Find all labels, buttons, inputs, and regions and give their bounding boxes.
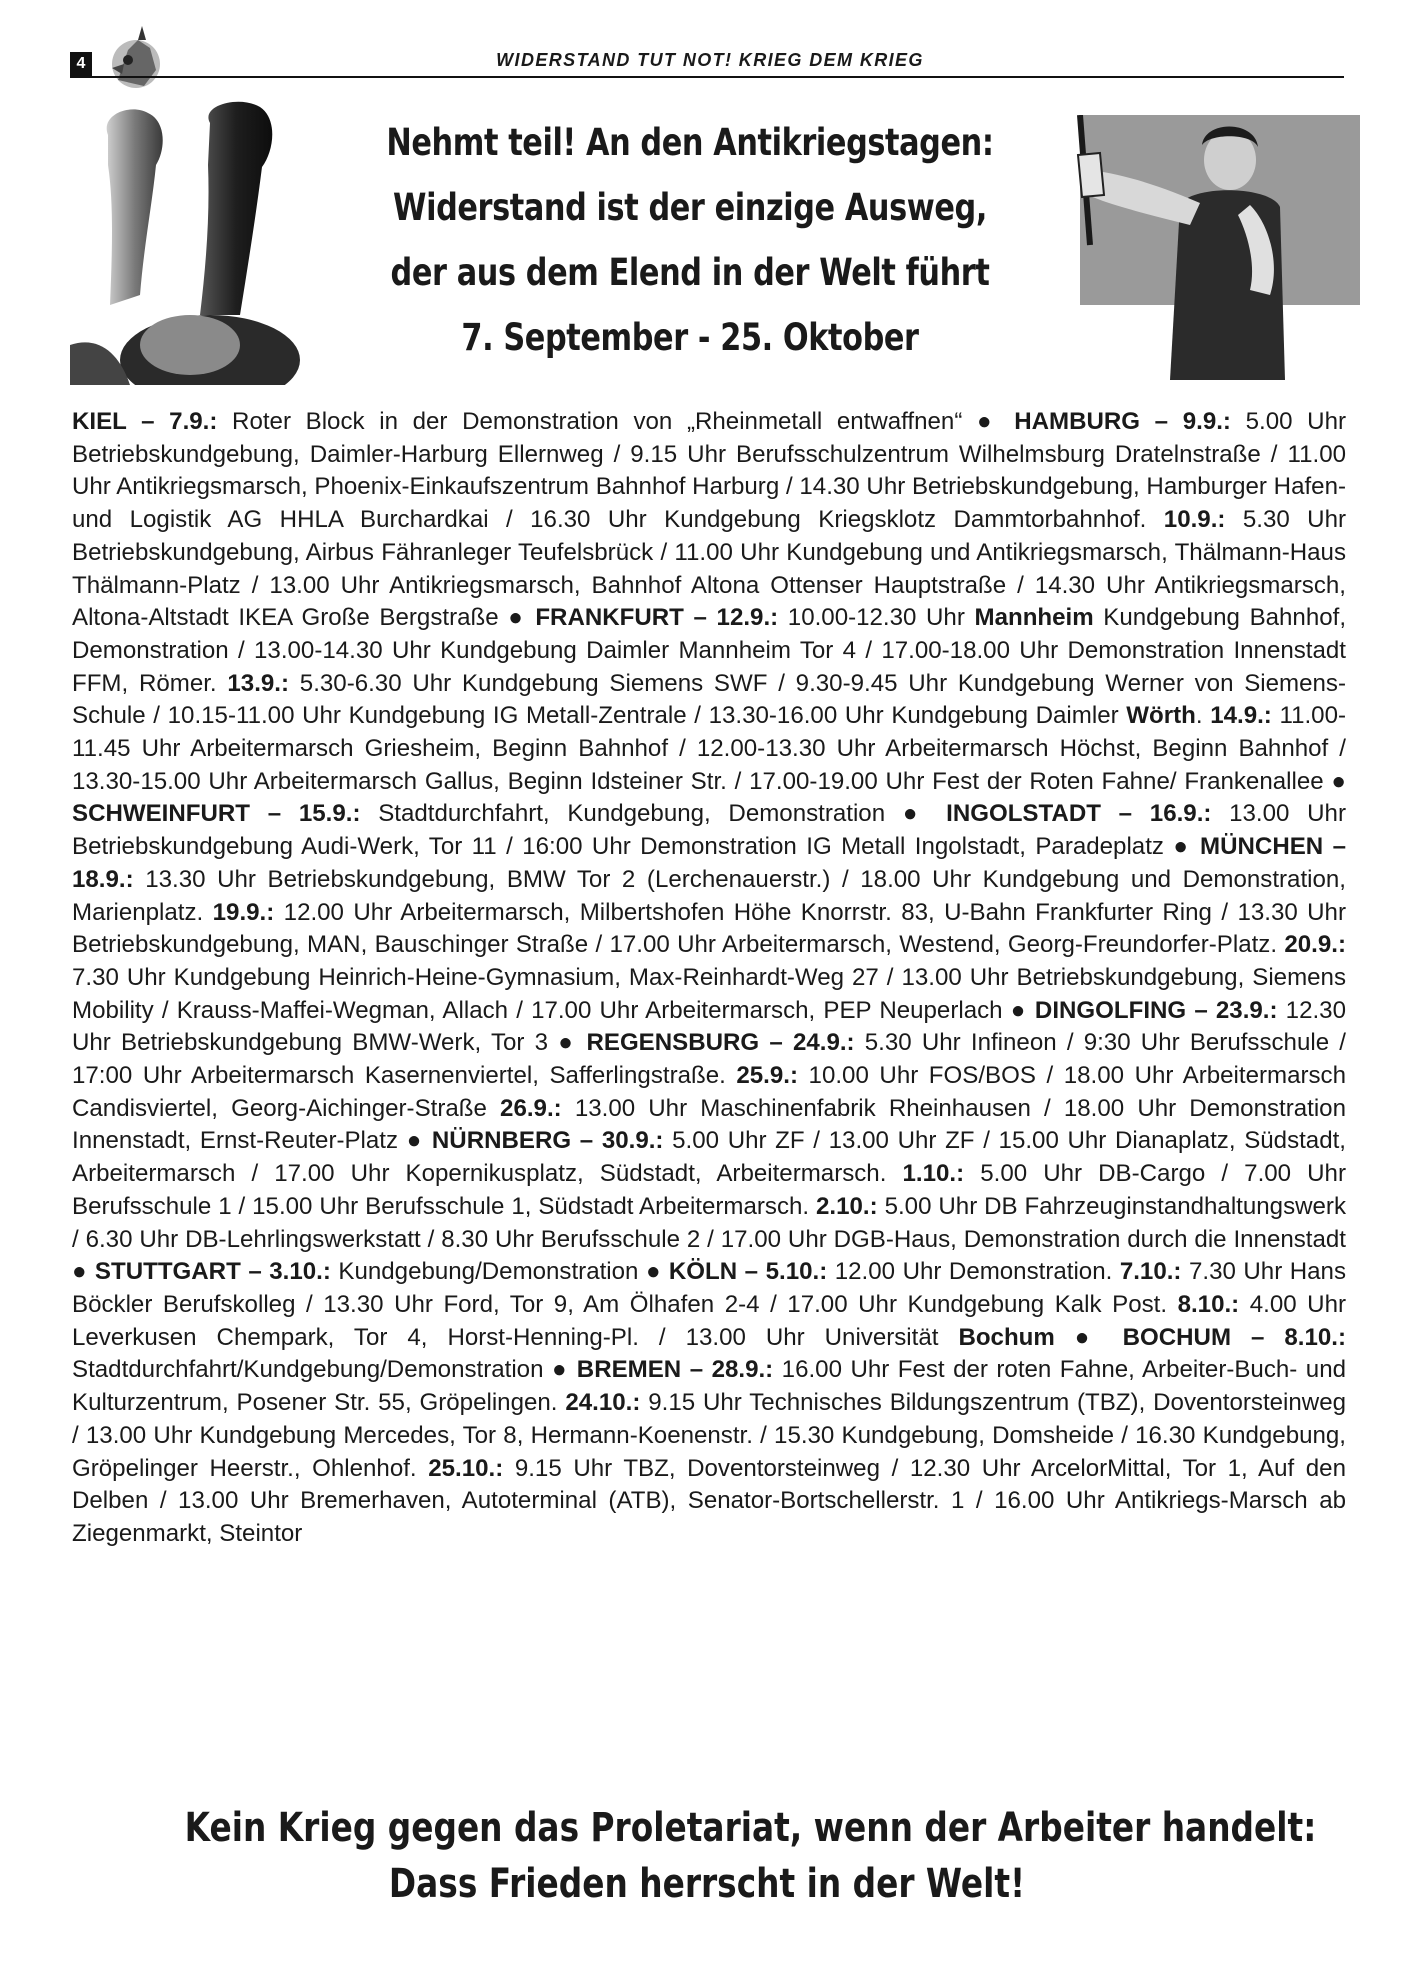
body-segment: 5.00 Uhr DB Fahrzeuginstandhaltungswerk / 6.30 Uhr DB-Lehrlingswerkstatt / 8.30 Uhr Berufsschule 2 / 17.00 Uhr DGB-Haus, Demonstration durch die Innenstadt ●	[72, 1192, 1346, 1286]
city-frankfurt: FRANKFURT – 12.9.:	[535, 604, 779, 632]
headline-line-4: 7. September - 25. Oktober	[461, 316, 919, 359]
body-segment: 10.00 Uhr FOS/BOS / 18.00 Uhr Arbeitermarsch Candisviertel, Georg-Aichinger-Straße	[72, 1062, 1346, 1122]
date-label: 10.9.:	[1163, 506, 1226, 534]
header-divider	[70, 76, 1344, 78]
place-bochum: Bochum	[958, 1323, 1055, 1351]
body-segment: 12.30 Uhr Betriebskundgebung BMW-Werk, Tor 3 ●	[72, 996, 1346, 1057]
city-stuttgart: STUTTGART – 3.10.:	[94, 1258, 331, 1286]
body-segment: 7.30 Uhr Kundgebung Heinrich-Heine-Gymnasium, Max-Reinhardt-Weg 27 / 13.00 Uhr Betriebskundgebung, Siemens Mobility / Krauss-Maffei-Wegman, Allach / 17.00 Uhr Arbeitermarsch, PEP Neuperlach ●	[72, 963, 1346, 1024]
slogan-line-2: Dass Frieden herrscht in der Welt!	[388, 1861, 1026, 1907]
city-kiel: KIEL – 7.9.:	[72, 408, 218, 435]
body-segment: Kundgebung Bahnhof, Demonstration / 13.00-14.30 Uhr Kundgebung Daimler Mannheim Tor 4 / 17.00-18.00 Uhr Demonstration Innenstadt FFM, Römer.	[72, 604, 1347, 697]
body-segment: 13.30 Uhr Betriebskundgebung, BMW Tor 2 (Lerchenauerstr.) / 18.00 Uhr Kundgebung und Demonstration, Marienplatz.	[72, 865, 1346, 926]
place-woerth: Wörth	[1126, 702, 1196, 730]
closing-slogan	[184, 1800, 1317, 1912]
body-segment: 7.30 Uhr Hans Böckler Berufskolleg / 13.30 Uhr Ford, Tor 9, Am Ölhafen 2-4 / 17.00 Uhr Kundgebung Kalk Post.	[72, 1258, 1346, 1318]
body-segment: 16.00 Uhr Fest der roten Fahne, Arbeiter-Buch- und Kulturzentrum, Posener Str. 55, Gröpelingen.	[72, 1356, 1346, 1417]
date-label: 14.9.:	[1210, 702, 1272, 730]
city-hamburg: HAMBURG – 9.9.:	[1014, 408, 1231, 435]
body-segment: 12.00 Uhr Arbeitermarsch, Milbertshofen Höhe Knorrstr. 83, U-Bahn Frankfurter Ring / 13.30 Uhr Betriebskundgebung, MAN, Bauschinger Straße / 17.00 Uhr Arbeitermarsch, Westend, Georg-Freundorfer-Platz.	[72, 898, 1346, 959]
city-ingolstadt: INGOLSTADT – 16.9.:	[946, 800, 1212, 828]
body-segment: 5.00 Uhr ZF / 13.00 Uhr ZF / 15.00 Uhr Dianaplatz, Südstadt, Arbeitermarsch / 17.00 Uhr Kopernikusplatz, Südstadt, Arbeitermarsch.	[72, 1127, 1346, 1188]
city-koeln: KÖLN – 5.10.:	[668, 1258, 828, 1286]
date-label: 25.10.:	[428, 1454, 504, 1482]
body-segment: 5.30 Uhr Betriebskundgebung, Airbus Fähranleger Teufelsbrück / 11.00 Uhr Kundgebung und Antikriegsmarsch, Thälmann-Haus Thälmann-Platz / 13.00 Uhr Antikriegsmarsch, Bahnhof Altona Ottenser Hauptstraße / 14.30 Uhr Antikriegsmarsch, Altona-Altstadt IKEA Große Bergstraße ●	[72, 506, 1347, 632]
body-segment: 5.30 Uhr Infineon / 9:30 Uhr Berufsschule / 17:00 Uhr Arbeitermarsch Kasernenviertel, Safferlingstraße.	[72, 1029, 1346, 1090]
body-segment: 10.00-12.30 Uhr	[778, 604, 975, 632]
date-label: 20.9.:	[1284, 931, 1346, 959]
city-muenchen: MÜNCHEN – 18.9.:	[72, 833, 1346, 893]
body-segment: 9.15 Uhr Technisches Bildungszentrum (TBZ), Doventorsteinweg / 13.00 Uhr Kundgebung Mercedes, Tor 8, Hermann-Koenenstr. / 15.30 Kundgebung, Domsheide / 16.30 Kundgebung, Gröpelinger Heerstr., Ohlenhof.	[72, 1389, 1346, 1482]
body-segment: 9.15 Uhr TBZ, Doventorsteinweg / 12.30 Uhr ArcelorMittal, Tor 1, Auf den Delben / 13.00 Uhr Bremerhaven, Autoterminal (ATB), Senator-Bortschellerstr. 1 / 16.00 Uhr Antikriegs-Marsch ab Ziegenmarkt, Steintor	[72, 1454, 1346, 1547]
date-label: 7.10.:	[1119, 1258, 1182, 1286]
date-label: 13.9.:	[227, 669, 290, 697]
headline-line-2: Widerstand ist der einzige Ausweg,	[393, 186, 987, 229]
city-bochum: BOCHUM – 8.10.:	[1122, 1323, 1346, 1351]
city-bremen: BREMEN – 28.9.:	[576, 1356, 774, 1384]
city-dingolfing: DINGOLFING – 23.9.:	[1034, 996, 1278, 1024]
body-segment: 5.30-6.30 Uhr Kundgebung Siemens SWF / 9.30-9.45 Uhr Kundgebung Werner von Siemens-Schule / 10.15-11.00 Uhr Kundgebung IG Metall-Zentrale / 13.30-16.00 Uhr Kundgebung Daimler	[72, 669, 1346, 730]
date-label: 26.9.:	[500, 1094, 562, 1122]
city-regensburg: REGENSBURG – 24.9.:	[586, 1029, 855, 1057]
body-segment: Stadtdurchfahrt/Kundgebung/Demonstration ●	[72, 1356, 577, 1384]
woman-with-flag-image	[1070, 115, 1360, 380]
date-label: 19.9.:	[212, 898, 275, 926]
raised-fists-image	[70, 95, 330, 385]
emblem-illustration	[98, 20, 178, 100]
page-number: 4	[70, 52, 92, 76]
body-segment: Stadtdurchfahrt, Kundgebung, Demonstration ●	[360, 800, 947, 828]
body-segment: 5.00 Uhr DB-Cargo / 7.00 Uhr Berufsschule 1 / 15.00 Uhr Berufsschule 1, Südstadt Arbeitermarsch.	[72, 1160, 1346, 1220]
body-segment: ●	[1054, 1323, 1123, 1351]
date-label: 1.10.:	[902, 1160, 965, 1188]
body-segment: 13.00 Uhr Maschinenfabrik Rheinhausen / 18.00 Uhr Demonstration Innenstadt, Ernst-Reuter-Platz ●	[72, 1094, 1346, 1155]
date-label: 8.10.:	[1177, 1290, 1240, 1318]
event-schedule-text	[72, 406, 1346, 1551]
city-schweinfurt: SCHWEINFURT – 15.9.:	[72, 800, 361, 828]
headline-line-1: Nehmt teil! An den Antikriegstagen:	[386, 121, 994, 164]
date-label: 24.10.:	[565, 1389, 641, 1417]
body-segment: Kundgebung/Demonstration ●	[330, 1258, 669, 1286]
place-mannheim: Mannheim	[974, 604, 1094, 632]
body-segment: 4.00 Uhr Leverkusen Chempark, Tor 4, Horst-Henning-Pl. / 13.00 Uhr Universität	[72, 1290, 1347, 1351]
slogan-line-1: Kein Krieg gegen das Proletariat, wenn der Arbeiter handelt:	[184, 1805, 1317, 1851]
body-segment: Roter Block in der Demonstration von „Rheinmetall entwaffnen“ ●	[217, 408, 1015, 435]
date-label: 2.10.:	[816, 1192, 878, 1220]
headline	[370, 110, 1010, 370]
running-title: WIDERSTAND TUT NOT! KRIEG DEM KRIEG	[496, 50, 924, 70]
body-segment: 11.00-11.45 Uhr Arbeitermarsch Griesheim, Beginn Bahnhof / 12.00-13.30 Uhr Arbeitermarsch Höchst, Beginn Bahnhof / 13.30-15.00 Uhr Arbeitermarsch Gallus, Beginn Idsteiner Str. / 17.00-19.00 Uhr Fest der Roten Fahne/ Frankenallee ●	[72, 702, 1346, 795]
body-segment: 12.00 Uhr Demonstration.	[827, 1258, 1120, 1286]
date-label: 25.9.:	[736, 1062, 798, 1090]
headline-line-3: der aus dem Elend in der Welt führt	[390, 251, 990, 294]
body-segment: .	[1195, 702, 1211, 730]
body-segment: 13.00 Uhr Betriebskundgebung Audi-Werk, Tor 11 / 16:00 Uhr Demonstration IG Metall Ingolstadt, Paradeplatz ●	[72, 800, 1346, 861]
body-segment: 5.00 Uhr Betriebskundgebung, Daimler-Harburg Ellernweg / 9.15 Uhr Berufsschulzentrum Wilhelmsburg Dratelnstraße / 11.00 Uhr Antikriegsmarsch, Phoenix-Einkaufszentrum Bahnhof Harburg / 14.30 Uhr Betriebskundgebung, Hamburger Hafen- und Logistik AG HHLA Burchardkai / 16.30 Uhr Kundgebung Kriegsklotz Dammtorbahnhof.	[72, 408, 1346, 534]
city-nuernberg: NÜRNBERG – 30.9.:	[431, 1127, 664, 1155]
